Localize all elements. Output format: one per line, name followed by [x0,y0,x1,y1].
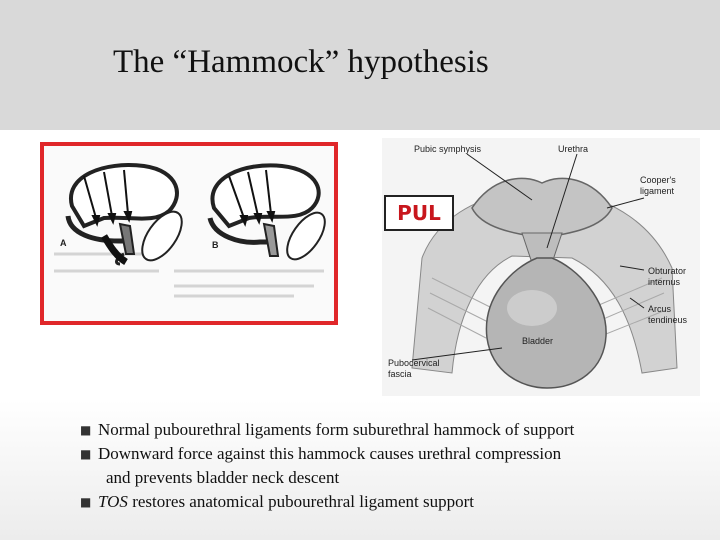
label-obturator-2: internus [648,277,681,287]
panel-b-drawing [210,165,332,265]
anatomy-illustration [382,138,700,396]
label-pubic-symphysis: Pubic symphysis [414,144,482,154]
slide-title: The “Hammock” hypothesis [113,44,489,80]
label-arcus-1: Arcus [648,304,672,314]
bullet-item [80,418,700,442]
label-urethra: Urethra [558,144,589,154]
hammock-diagram [40,142,338,325]
label-coopers-2: ligament [640,186,675,196]
hammock-diagram-drawing [44,146,334,321]
bullet-item [80,490,700,514]
panel-a-label: A [60,238,67,248]
bullet-square-icon: ■ [80,423,92,437]
bullet-list [80,418,700,514]
pul-callout: PUL [384,195,454,231]
label-bladder: Bladder [522,336,554,346]
bullet-square-icon: ■ [80,495,92,509]
label-coopers-1: Cooper's [640,175,676,185]
bullet-item [80,442,700,490]
label-arcus-2: tendineus [648,315,688,325]
bullet-text-emphasis: TOS [98,492,128,511]
bullet-text: Normal pubourethral ligaments form suburethral hammock of support [98,420,575,439]
panel-b-label: B [212,240,219,250]
bullet-text-continuation: and prevents bladder neck descent [106,468,340,487]
label-pubocervical-1: Pubocervical [388,358,440,368]
panel-a-drawing [68,165,190,267]
bullet-square-icon: ■ [80,447,92,461]
label-pubocervical-2: fascia [388,369,412,379]
bullet-text: Downward force against this hammock causes urethral compression [98,444,562,463]
bullet-text: restores anatomical pubourethral ligament support [127,492,474,511]
label-obturator-1: Obturator [648,266,687,276]
